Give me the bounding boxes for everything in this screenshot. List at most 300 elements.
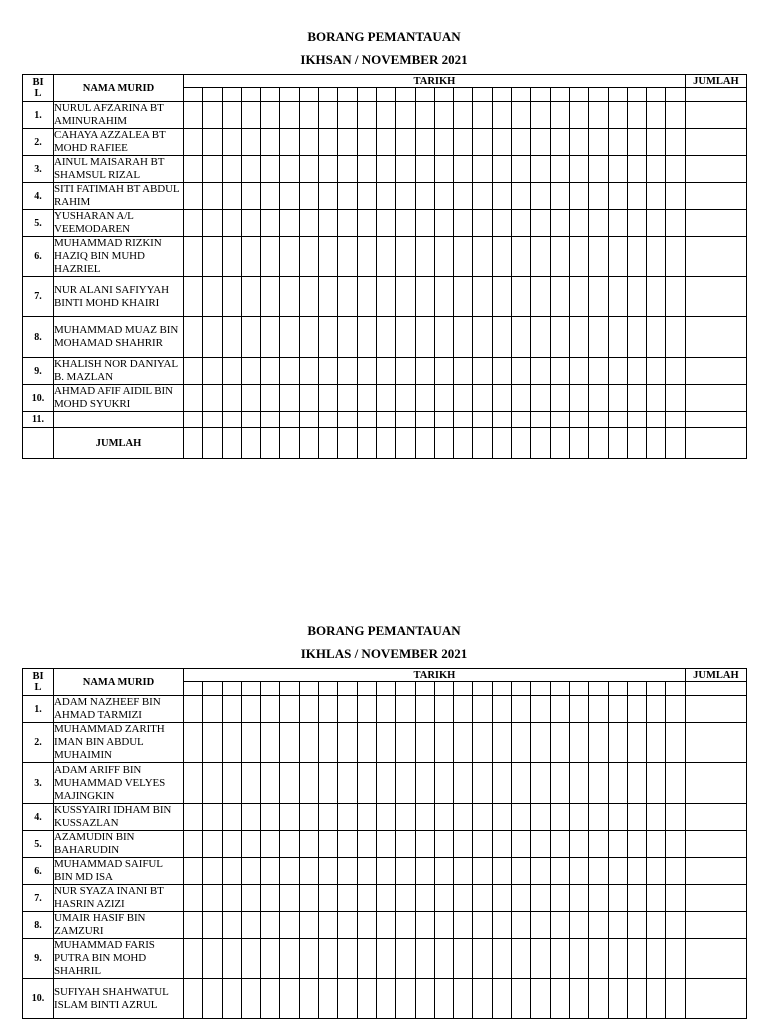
- date-cell[interactable]: [203, 385, 222, 412]
- date-cell[interactable]: [222, 831, 241, 858]
- date-cell[interactable]: [241, 129, 260, 156]
- date-cell[interactable]: [627, 412, 646, 428]
- date-cell[interactable]: [434, 912, 453, 939]
- row-total-cell[interactable]: [685, 912, 746, 939]
- date-cell[interactable]: [396, 858, 415, 885]
- date-cell[interactable]: [512, 804, 531, 831]
- date-cell[interactable]: [492, 858, 511, 885]
- date-cell[interactable]: [550, 763, 569, 804]
- date-cell[interactable]: [203, 129, 222, 156]
- date-cell[interactable]: [473, 858, 492, 885]
- date-cell[interactable]: [608, 912, 627, 939]
- date-cell[interactable]: [415, 183, 434, 210]
- date-cell[interactable]: [473, 804, 492, 831]
- date-cell[interactable]: [666, 831, 685, 858]
- total-date-cell[interactable]: [627, 428, 646, 459]
- date-cell[interactable]: [473, 237, 492, 277]
- date-cell[interactable]: [608, 237, 627, 277]
- total-date-cell[interactable]: [666, 428, 685, 459]
- date-cell[interactable]: [647, 858, 666, 885]
- date-cell[interactable]: [454, 885, 473, 912]
- row-total-cell[interactable]: [685, 237, 746, 277]
- date-cell[interactable]: [473, 385, 492, 412]
- date-cell[interactable]: [531, 237, 550, 277]
- date-cell[interactable]: [608, 183, 627, 210]
- row-total-cell[interactable]: [685, 277, 746, 317]
- date-cell[interactable]: [396, 763, 415, 804]
- date-cell[interactable]: [647, 385, 666, 412]
- date-cell[interactable]: [184, 885, 203, 912]
- date-cell[interactable]: [550, 696, 569, 723]
- date-cell[interactable]: [589, 979, 608, 1019]
- date-cell[interactable]: [396, 723, 415, 763]
- date-cell[interactable]: [338, 129, 357, 156]
- date-cell[interactable]: [184, 102, 203, 129]
- date-cell[interactable]: [492, 210, 511, 237]
- date-cell[interactable]: [627, 831, 646, 858]
- date-cell[interactable]: [203, 939, 222, 979]
- date-cell[interactable]: [280, 277, 299, 317]
- date-cell[interactable]: [222, 317, 241, 358]
- total-date-cell[interactable]: [241, 428, 260, 459]
- date-cell[interactable]: [184, 183, 203, 210]
- date-cell[interactable]: [299, 858, 318, 885]
- date-cell[interactable]: [280, 723, 299, 763]
- date-cell[interactable]: [222, 979, 241, 1019]
- date-cell[interactable]: [473, 412, 492, 428]
- date-cell[interactable]: [434, 979, 453, 1019]
- date-cell[interactable]: [376, 385, 395, 412]
- date-cell[interactable]: [184, 763, 203, 804]
- date-cell[interactable]: [608, 156, 627, 183]
- date-cell[interactable]: [434, 317, 453, 358]
- date-cell[interactable]: [299, 696, 318, 723]
- date-cell[interactable]: [569, 979, 588, 1019]
- date-cell[interactable]: [512, 277, 531, 317]
- date-cell[interactable]: [376, 317, 395, 358]
- date-cell[interactable]: [222, 183, 241, 210]
- date-cell[interactable]: [184, 210, 203, 237]
- date-cell[interactable]: [319, 804, 338, 831]
- date-cell[interactable]: [512, 183, 531, 210]
- date-cell[interactable]: [473, 979, 492, 1019]
- date-cell[interactable]: [376, 156, 395, 183]
- date-cell[interactable]: [608, 723, 627, 763]
- date-cell[interactable]: [569, 885, 588, 912]
- date-cell[interactable]: [608, 831, 627, 858]
- date-cell[interactable]: [608, 412, 627, 428]
- date-cell[interactable]: [184, 979, 203, 1019]
- date-cell[interactable]: [338, 763, 357, 804]
- date-cell[interactable]: [280, 939, 299, 979]
- date-cell[interactable]: [396, 804, 415, 831]
- date-cell[interactable]: [338, 385, 357, 412]
- date-cell[interactable]: [666, 912, 685, 939]
- total-date-cell[interactable]: [299, 428, 318, 459]
- row-total-cell[interactable]: [685, 723, 746, 763]
- total-date-cell[interactable]: [203, 428, 222, 459]
- date-cell[interactable]: [589, 210, 608, 237]
- date-cell[interactable]: [241, 939, 260, 979]
- date-cell[interactable]: [627, 696, 646, 723]
- date-cell[interactable]: [299, 129, 318, 156]
- date-cell[interactable]: [319, 939, 338, 979]
- date-cell[interactable]: [627, 102, 646, 129]
- date-cell[interactable]: [184, 317, 203, 358]
- row-total-cell[interactable]: [685, 763, 746, 804]
- date-cell[interactable]: [492, 939, 511, 979]
- total-date-cell[interactable]: [261, 428, 280, 459]
- date-cell[interactable]: [261, 317, 280, 358]
- date-cell[interactable]: [531, 129, 550, 156]
- date-cell[interactable]: [512, 129, 531, 156]
- date-cell[interactable]: [550, 277, 569, 317]
- date-cell[interactable]: [512, 210, 531, 237]
- date-cell[interactable]: [454, 696, 473, 723]
- date-cell[interactable]: [434, 831, 453, 858]
- date-cell[interactable]: [512, 696, 531, 723]
- date-cell[interactable]: [338, 277, 357, 317]
- date-cell[interactable]: [222, 412, 241, 428]
- date-cell[interactable]: [550, 156, 569, 183]
- date-cell[interactable]: [319, 858, 338, 885]
- date-cell[interactable]: [299, 912, 318, 939]
- date-cell[interactable]: [415, 804, 434, 831]
- date-cell[interactable]: [531, 102, 550, 129]
- date-cell[interactable]: [569, 183, 588, 210]
- date-cell[interactable]: [434, 183, 453, 210]
- date-cell[interactable]: [647, 277, 666, 317]
- total-date-cell[interactable]: [647, 428, 666, 459]
- date-cell[interactable]: [589, 129, 608, 156]
- date-cell[interactable]: [569, 358, 588, 385]
- date-cell[interactable]: [647, 412, 666, 428]
- date-cell[interactable]: [299, 979, 318, 1019]
- date-cell[interactable]: [531, 885, 550, 912]
- date-cell[interactable]: [241, 277, 260, 317]
- date-cell[interactable]: [261, 939, 280, 979]
- date-cell[interactable]: [396, 183, 415, 210]
- date-cell[interactable]: [512, 979, 531, 1019]
- row-total-cell[interactable]: [685, 858, 746, 885]
- date-cell[interactable]: [203, 979, 222, 1019]
- date-cell[interactable]: [454, 129, 473, 156]
- date-cell[interactable]: [647, 210, 666, 237]
- date-cell[interactable]: [473, 885, 492, 912]
- row-total-cell[interactable]: [685, 102, 746, 129]
- date-cell[interactable]: [261, 912, 280, 939]
- date-cell[interactable]: [512, 156, 531, 183]
- date-cell[interactable]: [647, 979, 666, 1019]
- row-total-cell[interactable]: [685, 885, 746, 912]
- date-cell[interactable]: [434, 129, 453, 156]
- grand-total-cell[interactable]: [685, 428, 746, 459]
- date-cell[interactable]: [184, 385, 203, 412]
- date-cell[interactable]: [434, 763, 453, 804]
- date-cell[interactable]: [319, 885, 338, 912]
- date-cell[interactable]: [454, 358, 473, 385]
- date-cell[interactable]: [241, 763, 260, 804]
- row-total-cell[interactable]: [685, 156, 746, 183]
- date-cell[interactable]: [338, 831, 357, 858]
- date-cell[interactable]: [589, 912, 608, 939]
- date-cell[interactable]: [184, 912, 203, 939]
- date-cell[interactable]: [203, 183, 222, 210]
- date-cell[interactable]: [531, 358, 550, 385]
- date-cell[interactable]: [608, 102, 627, 129]
- total-date-cell[interactable]: [415, 428, 434, 459]
- date-cell[interactable]: [203, 804, 222, 831]
- date-cell[interactable]: [299, 939, 318, 979]
- date-cell[interactable]: [647, 129, 666, 156]
- date-cell[interactable]: [241, 979, 260, 1019]
- date-cell[interactable]: [512, 358, 531, 385]
- date-cell[interactable]: [550, 979, 569, 1019]
- date-cell[interactable]: [241, 183, 260, 210]
- date-cell[interactable]: [280, 129, 299, 156]
- date-cell[interactable]: [319, 723, 338, 763]
- date-cell[interactable]: [627, 358, 646, 385]
- date-cell[interactable]: [434, 385, 453, 412]
- date-cell[interactable]: [376, 102, 395, 129]
- date-cell[interactable]: [261, 156, 280, 183]
- date-cell[interactable]: [357, 317, 376, 358]
- date-cell[interactable]: [319, 696, 338, 723]
- date-cell[interactable]: [608, 763, 627, 804]
- date-cell[interactable]: [203, 277, 222, 317]
- date-cell[interactable]: [512, 237, 531, 277]
- date-cell[interactable]: [492, 183, 511, 210]
- date-cell[interactable]: [550, 885, 569, 912]
- date-cell[interactable]: [415, 979, 434, 1019]
- date-cell[interactable]: [241, 696, 260, 723]
- date-cell[interactable]: [338, 237, 357, 277]
- date-cell[interactable]: [184, 129, 203, 156]
- date-cell[interactable]: [338, 939, 357, 979]
- date-cell[interactable]: [396, 358, 415, 385]
- date-cell[interactable]: [512, 723, 531, 763]
- date-cell[interactable]: [357, 804, 376, 831]
- date-cell[interactable]: [203, 358, 222, 385]
- date-cell[interactable]: [376, 696, 395, 723]
- row-total-cell[interactable]: [685, 129, 746, 156]
- date-cell[interactable]: [454, 317, 473, 358]
- date-cell[interactable]: [647, 183, 666, 210]
- date-cell[interactable]: [261, 183, 280, 210]
- date-cell[interactable]: [550, 317, 569, 358]
- date-cell[interactable]: [222, 939, 241, 979]
- date-cell[interactable]: [531, 804, 550, 831]
- date-cell[interactable]: [531, 939, 550, 979]
- date-cell[interactable]: [434, 277, 453, 317]
- date-cell[interactable]: [434, 156, 453, 183]
- date-cell[interactable]: [396, 939, 415, 979]
- date-cell[interactable]: [338, 723, 357, 763]
- date-cell[interactable]: [415, 763, 434, 804]
- date-cell[interactable]: [376, 979, 395, 1019]
- date-cell[interactable]: [376, 831, 395, 858]
- date-cell[interactable]: [376, 912, 395, 939]
- date-cell[interactable]: [589, 723, 608, 763]
- date-cell[interactable]: [338, 317, 357, 358]
- date-cell[interactable]: [434, 237, 453, 277]
- date-cell[interactable]: [473, 912, 492, 939]
- date-cell[interactable]: [647, 723, 666, 763]
- date-cell[interactable]: [666, 979, 685, 1019]
- date-cell[interactable]: [512, 385, 531, 412]
- date-cell[interactable]: [415, 210, 434, 237]
- date-cell[interactable]: [473, 277, 492, 317]
- date-cell[interactable]: [280, 385, 299, 412]
- date-cell[interactable]: [454, 831, 473, 858]
- date-cell[interactable]: [473, 156, 492, 183]
- date-cell[interactable]: [396, 129, 415, 156]
- date-cell[interactable]: [434, 885, 453, 912]
- date-cell[interactable]: [261, 979, 280, 1019]
- date-cell[interactable]: [531, 831, 550, 858]
- date-cell[interactable]: [203, 763, 222, 804]
- date-cell[interactable]: [569, 237, 588, 277]
- date-cell[interactable]: [569, 385, 588, 412]
- date-cell[interactable]: [415, 858, 434, 885]
- date-cell[interactable]: [627, 317, 646, 358]
- date-cell[interactable]: [299, 156, 318, 183]
- date-cell[interactable]: [241, 237, 260, 277]
- date-cell[interactable]: [434, 696, 453, 723]
- date-cell[interactable]: [261, 358, 280, 385]
- date-cell[interactable]: [531, 385, 550, 412]
- date-cell[interactable]: [357, 763, 376, 804]
- row-total-cell[interactable]: [685, 979, 746, 1019]
- date-cell[interactable]: [338, 885, 357, 912]
- date-cell[interactable]: [222, 858, 241, 885]
- date-cell[interactable]: [647, 939, 666, 979]
- date-cell[interactable]: [415, 102, 434, 129]
- date-cell[interactable]: [569, 804, 588, 831]
- date-cell[interactable]: [338, 183, 357, 210]
- date-cell[interactable]: [589, 358, 608, 385]
- date-cell[interactable]: [319, 210, 338, 237]
- date-cell[interactable]: [608, 979, 627, 1019]
- date-cell[interactable]: [319, 317, 338, 358]
- date-cell[interactable]: [280, 885, 299, 912]
- date-cell[interactable]: [454, 277, 473, 317]
- date-cell[interactable]: [338, 696, 357, 723]
- date-cell[interactable]: [627, 237, 646, 277]
- date-cell[interactable]: [338, 156, 357, 183]
- date-cell[interactable]: [434, 939, 453, 979]
- date-cell[interactable]: [338, 102, 357, 129]
- date-cell[interactable]: [203, 210, 222, 237]
- date-cell[interactable]: [222, 696, 241, 723]
- date-cell[interactable]: [184, 858, 203, 885]
- date-cell[interactable]: [608, 885, 627, 912]
- date-cell[interactable]: [357, 385, 376, 412]
- date-cell[interactable]: [647, 102, 666, 129]
- date-cell[interactable]: [492, 723, 511, 763]
- total-date-cell[interactable]: [512, 428, 531, 459]
- date-cell[interactable]: [589, 183, 608, 210]
- date-cell[interactable]: [261, 763, 280, 804]
- date-cell[interactable]: [666, 696, 685, 723]
- date-cell[interactable]: [415, 129, 434, 156]
- date-cell[interactable]: [415, 385, 434, 412]
- date-cell[interactable]: [569, 210, 588, 237]
- date-cell[interactable]: [396, 277, 415, 317]
- date-cell[interactable]: [666, 210, 685, 237]
- date-cell[interactable]: [415, 358, 434, 385]
- date-cell[interactable]: [241, 858, 260, 885]
- date-cell[interactable]: [261, 831, 280, 858]
- date-cell[interactable]: [184, 237, 203, 277]
- date-cell[interactable]: [647, 885, 666, 912]
- date-cell[interactable]: [203, 696, 222, 723]
- date-cell[interactable]: [666, 317, 685, 358]
- date-cell[interactable]: [666, 237, 685, 277]
- date-cell[interactable]: [531, 723, 550, 763]
- date-cell[interactable]: [299, 317, 318, 358]
- date-cell[interactable]: [454, 723, 473, 763]
- date-cell[interactable]: [376, 183, 395, 210]
- date-cell[interactable]: [184, 831, 203, 858]
- date-cell[interactable]: [627, 804, 646, 831]
- date-cell[interactable]: [550, 831, 569, 858]
- date-cell[interactable]: [396, 156, 415, 183]
- date-cell[interactable]: [299, 183, 318, 210]
- date-cell[interactable]: [434, 102, 453, 129]
- date-cell[interactable]: [376, 723, 395, 763]
- date-cell[interactable]: [492, 912, 511, 939]
- date-cell[interactable]: [627, 939, 646, 979]
- date-cell[interactable]: [357, 237, 376, 277]
- date-cell[interactable]: [222, 385, 241, 412]
- date-cell[interactable]: [589, 277, 608, 317]
- date-cell[interactable]: [338, 210, 357, 237]
- date-cell[interactable]: [627, 979, 646, 1019]
- date-cell[interactable]: [550, 183, 569, 210]
- date-cell[interactable]: [222, 804, 241, 831]
- date-cell[interactable]: [666, 763, 685, 804]
- date-cell[interactable]: [357, 210, 376, 237]
- date-cell[interactable]: [550, 129, 569, 156]
- date-cell[interactable]: [203, 885, 222, 912]
- date-cell[interactable]: [473, 831, 492, 858]
- date-cell[interactable]: [492, 763, 511, 804]
- date-cell[interactable]: [434, 858, 453, 885]
- date-cell[interactable]: [357, 858, 376, 885]
- date-cell[interactable]: [319, 831, 338, 858]
- date-cell[interactable]: [319, 912, 338, 939]
- date-cell[interactable]: [415, 317, 434, 358]
- date-cell[interactable]: [512, 858, 531, 885]
- date-cell[interactable]: [589, 102, 608, 129]
- total-date-cell[interactable]: [376, 428, 395, 459]
- date-cell[interactable]: [531, 183, 550, 210]
- date-cell[interactable]: [666, 129, 685, 156]
- date-cell[interactable]: [608, 696, 627, 723]
- date-cell[interactable]: [454, 763, 473, 804]
- date-cell[interactable]: [184, 358, 203, 385]
- date-cell[interactable]: [280, 210, 299, 237]
- total-date-cell[interactable]: [531, 428, 550, 459]
- date-cell[interactable]: [261, 804, 280, 831]
- date-cell[interactable]: [589, 939, 608, 979]
- date-cell[interactable]: [299, 412, 318, 428]
- date-cell[interactable]: [531, 317, 550, 358]
- date-cell[interactable]: [241, 102, 260, 129]
- date-cell[interactable]: [627, 277, 646, 317]
- date-cell[interactable]: [222, 912, 241, 939]
